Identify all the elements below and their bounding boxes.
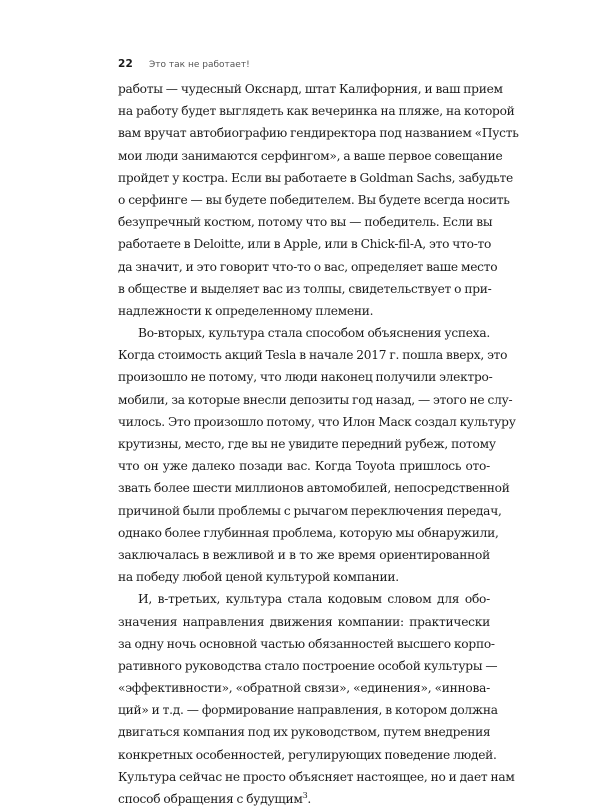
text-line-trailing-punctuation: . bbox=[307, 792, 312, 806]
text-line bbox=[118, 566, 490, 588]
text-line-content: ций» и т.д. — формирование направления, в котором должна bbox=[118, 703, 498, 718]
text-line-content: крутизны, место, где вы не увидите передний рубеж, потому bbox=[118, 437, 496, 451]
text-line-content: однако более глубинная проблема, которую мы обнаружили, bbox=[118, 525, 499, 540]
text-line-content: заключалась в вежливой и в то же время ориентированной bbox=[118, 547, 490, 562]
text-line bbox=[118, 500, 502, 522]
text-line bbox=[118, 611, 490, 633]
text-line-content: работаете в Deloitte, или в Apple, или в Chick-fil-A, это что-то bbox=[118, 237, 492, 252]
text-line-content: на работу будет выглядеть как вечеринка на пляже, на которой bbox=[118, 104, 515, 119]
text-line-content: произошло не потому, что люди наконец получили электро- bbox=[118, 370, 493, 385]
text-line bbox=[118, 766, 515, 788]
text-line bbox=[118, 300, 490, 322]
text-line-content: двигаться компания под их руководством, путем внедрения bbox=[118, 725, 491, 740]
text-line-content: «эффективности», «обратной связи», «единения», «иннова- bbox=[118, 681, 490, 696]
text-line-content: причиной были проблемы с рычагом переключения передач, bbox=[118, 503, 502, 518]
text-line bbox=[118, 122, 519, 144]
text-line bbox=[118, 366, 493, 388]
text-line-content: конкретных особенностей, регулирующих поведение людей. bbox=[118, 747, 497, 762]
text-line bbox=[118, 455, 490, 477]
text-line bbox=[118, 322, 490, 344]
text-line bbox=[118, 433, 496, 455]
text-line bbox=[118, 389, 513, 411]
text-line bbox=[118, 721, 490, 743]
text-line-content: да значит, и это говорит что-то о вас, определяет ваше место bbox=[118, 259, 498, 274]
text-line-content: способ обращения с будущим bbox=[118, 792, 303, 806]
text-line bbox=[118, 655, 498, 677]
text-line bbox=[118, 677, 490, 699]
text-line bbox=[118, 211, 493, 233]
footnote-reference[interactable]: 3 bbox=[302, 790, 308, 800]
running-head bbox=[118, 58, 250, 72]
text-line-content: ративного руководства стало построение особой культуры — bbox=[118, 658, 498, 673]
page-number: 22 bbox=[118, 58, 134, 70]
text-line-content: вам вручат автобиографию гендиректора под названием «Пусть bbox=[118, 126, 519, 141]
text-line bbox=[118, 256, 498, 278]
text-line-content: пройдет у костра. Если вы работаете в Goldman Sachs, забудьте bbox=[118, 170, 513, 185]
text-line-content: о серфинге — вы будете победителем. Вы будете всегда носить bbox=[118, 192, 510, 207]
text-line bbox=[118, 278, 490, 300]
text-line bbox=[118, 344, 508, 366]
text-line-content: безупречный костюм, потому что вы — победитель. Если вы bbox=[118, 215, 493, 230]
text-line bbox=[118, 189, 510, 211]
running-title: Это так не работает! bbox=[149, 60, 250, 70]
text-line bbox=[118, 544, 490, 566]
text-line bbox=[118, 477, 510, 499]
text-line bbox=[118, 145, 503, 167]
text-line-content: мобили, за которые внесли депозиты год назад, — этого не слу- bbox=[118, 392, 513, 407]
text-line-content: за одну ночь основной частью обязанностей высшего корпо- bbox=[118, 636, 495, 651]
text-line-content: звать более шести миллионов автомобилей, непосредственной bbox=[118, 481, 510, 496]
text-line-content: Во-вторых, культура стала способом объяснения успеха. bbox=[138, 326, 490, 341]
text-line-content: в обществе и выделяет вас из толпы, свидетельствует о при- bbox=[118, 281, 492, 296]
text-line-content: надлежности к определенному племени. bbox=[118, 303, 374, 318]
text-line bbox=[118, 78, 503, 100]
text-line bbox=[118, 788, 490, 810]
text-line-content: И, в-третьих, культура стала кодовым словом для обо- bbox=[138, 592, 490, 607]
text-line-content: чилось. Это произошло потому, что Илон Маск создал культуру bbox=[118, 414, 516, 429]
text-line bbox=[118, 233, 490, 255]
text-line bbox=[118, 522, 499, 544]
text-line bbox=[118, 633, 495, 655]
text-line bbox=[118, 411, 516, 433]
text-line bbox=[118, 588, 490, 610]
text-line bbox=[118, 699, 498, 721]
body-text bbox=[118, 78, 519, 810]
text-line-content: значения направления движения компании: практически bbox=[118, 614, 490, 629]
text-line-content: мои люди занимаются серфингом», а ваше первое совещание bbox=[118, 148, 503, 163]
text-line-content: что он уже далеко позади вас. Когда Toyota пришлось ото- bbox=[118, 459, 490, 474]
text-line bbox=[118, 744, 497, 766]
text-line-content: Когда стоимость акций Tesla в начале 2017 г. пошла вверх, это bbox=[118, 348, 508, 363]
text-line bbox=[118, 167, 513, 189]
text-line bbox=[118, 100, 515, 122]
text-line-content: на победу любой ценой культурой компании. bbox=[118, 570, 399, 585]
text-line-content: работы — чудесный Окснард, штат Калифорния, и ваш прием bbox=[118, 82, 503, 96]
text-line-content: Культура сейчас не просто объясняет настоящее, но и дает нам bbox=[118, 769, 515, 784]
